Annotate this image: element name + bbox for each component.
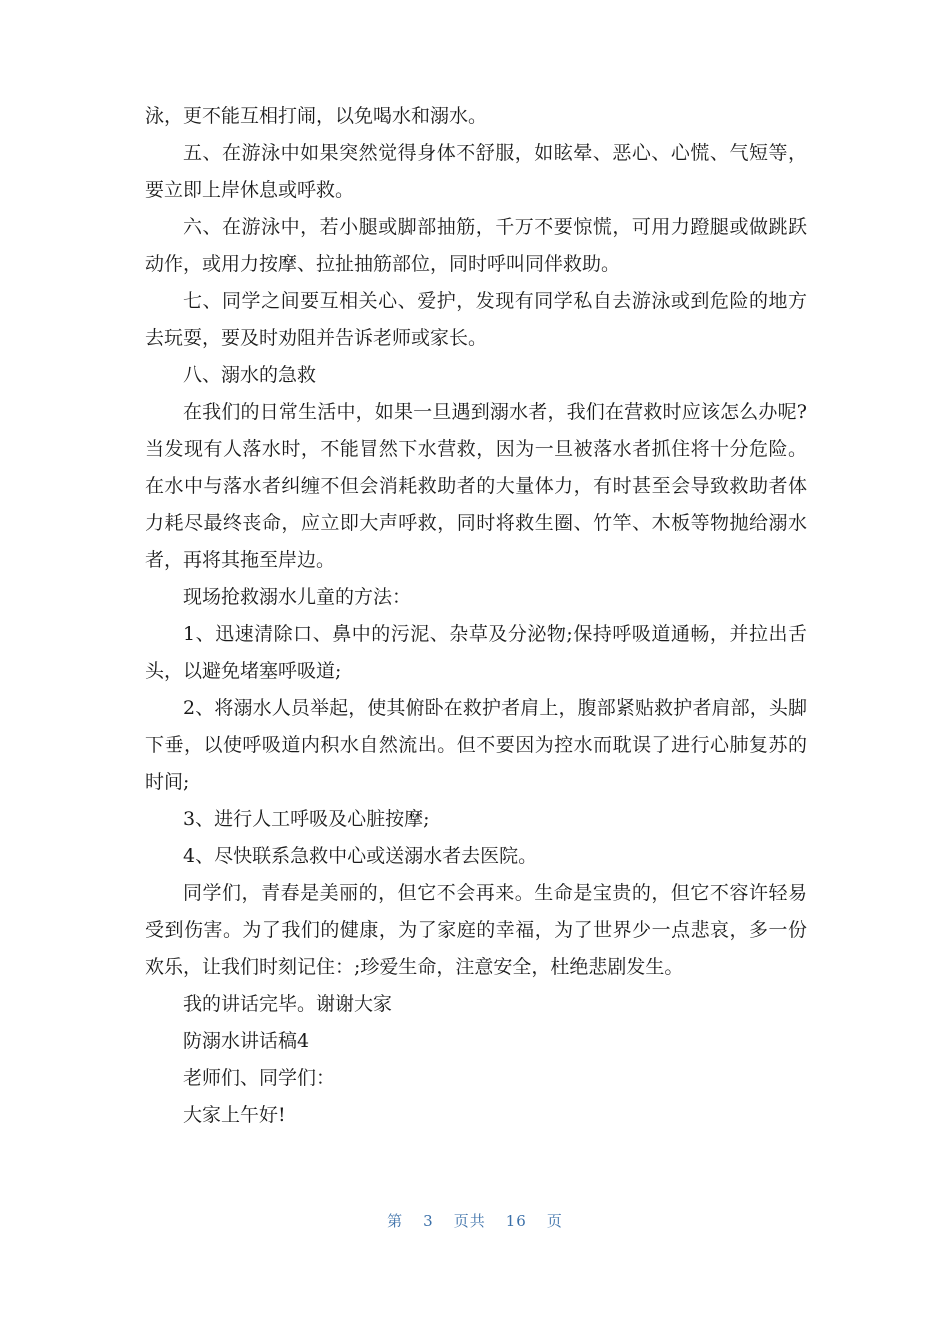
paragraph: 七、同学之间要互相关心、爱护，发现有同学私自去游泳或到危险的地方去玩耍，要及时劝阻并告诉老师或家长。 [145, 290, 807, 349]
section-heading: 八、溺水的急救 [183, 364, 317, 386]
footer-page-suffix: 页 [546, 1212, 563, 1230]
page-footer [0, 1210, 950, 1231]
footer-page-sep: 页共 [453, 1212, 486, 1230]
paragraph: 同学们，青春是美丽的，但它不会再来。生命是宝贵的，但它不容许轻易受到伤害。为了我们的健康，为了家庭的幸福，为了世界少一点悲哀，多一份欢乐，让我们时刻记住：;珍爱生命，注意安全，杜绝悲剧发生。 [145, 882, 807, 978]
greeting: 大家上午好! [183, 1104, 286, 1126]
paragraph: 在我们的日常生活中，如果一旦遇到溺水者，我们在营救时应该怎么办呢?当发现有人落水时，不能冒然下水营救，因为一旦被落水者抓住将十分危险。在水中与落水者纠缠不但会消耗救助者的大量体力，有时甚至会导致救助者体力耗尽最终丧命，应立即大声呼救，同时将救生圈、竹竿、木板等物抛给溺水者，再将其拖至岸边。 [145, 401, 807, 571]
footer-total-pages: 16 [505, 1212, 527, 1230]
list-item: 1、迅速清除口、鼻中的污泥、杂草及分泌物;保持呼吸道通畅，并拉出舌头，以避免堵塞呼吸道; [145, 623, 807, 682]
list-item: 2、将溺水人员举起，使其俯卧在救护者肩上，腹部紧贴救护者肩部，头脚下垂，以使呼吸道内积水自然流出。但不要因为控水而耽误了进行心肺复苏的时间; [145, 697, 807, 793]
list-item: 3、进行人工呼吸及心脏按摩; [183, 808, 430, 830]
footer-current-page: 3 [423, 1212, 434, 1230]
speech-title: 防溺水讲话稿4 [183, 1030, 310, 1052]
paragraph: 五、在游泳中如果突然觉得身体不舒服，如眩晕、恶心、心慌、气短等，要立即上岸休息或呼救。 [145, 142, 807, 201]
paragraph: 现场抢救溺水儿童的方法： [183, 586, 412, 608]
paragraph: 我的讲话完毕。谢谢大家 [183, 993, 393, 1015]
salutation: 老师们、同学们： [183, 1067, 336, 1089]
paragraph: 六、在游泳中，若小腿或脚部抽筋，千万不要惊慌，可用力蹬腿或做跳跃动作，或用力按摩、拉扯抽筋部位，同时呼叫同伴救助。 [145, 216, 807, 275]
list-item: 4、尽快联系急救中心或送溺水者去医院。 [183, 845, 538, 867]
document-body [145, 98, 807, 1134]
paragraph: 泳，更不能互相打闹，以免喝水和溺水。 [145, 105, 488, 127]
footer-page-label: 第 [387, 1212, 404, 1230]
